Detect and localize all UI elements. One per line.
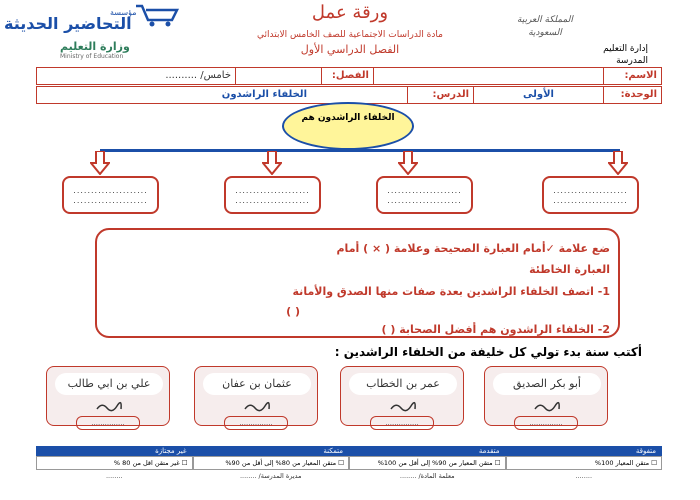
rubric-col-1 [506, 446, 663, 486]
tf-instruction-2: العبارة الخاطئة [529, 263, 610, 276]
rubric-checkbox[interactable]: ☐ متقن المعيار 100% [506, 456, 663, 470]
down-arrow-icon [262, 151, 282, 175]
rubric-checkbox[interactable]: ☐ متقن المعيار من 90% إلى أقل من 100% [349, 456, 506, 470]
calligraphy-icon [389, 400, 417, 412]
rubric-foot: ........ [575, 472, 593, 480]
tf-instruction: ضع علامة ✓أمام العبارة الصحيحة وعلامة ( × ) أمام [336, 242, 610, 255]
admin-labels [588, 43, 648, 67]
rubric-head: متمكنة [193, 446, 350, 456]
lesson-value: الخلفاء الراشدون [221, 89, 307, 100]
tf-question-2: 2- الخلفاء الراشدون هم أفضل الصحابة ( ) [381, 323, 610, 336]
concept-center: الخلفاء الراشدون هم [282, 102, 414, 150]
rubric-foot: معلمة المادة/ ........ [399, 472, 455, 480]
caliph-name: عمر بن الخطاب [349, 373, 457, 395]
page-title: ورقة عمل [311, 2, 389, 23]
down-arrow-icon [608, 151, 628, 175]
calligraphy-icon [95, 400, 123, 412]
concept-box-2[interactable]: ..................... ..................... [376, 176, 473, 214]
concept-box-4[interactable]: ..................... ..................... [62, 176, 159, 214]
caliph-answer-4[interactable]: ............... [76, 416, 140, 430]
cart-logo-icon [132, 2, 182, 28]
school-label: المدرسة [616, 56, 648, 66]
student-info-row [36, 67, 662, 85]
class-value: خامس/ .......... [165, 70, 231, 81]
rubric-head: متفوقة [506, 446, 663, 456]
concept-box-3[interactable]: ..................... ..................... [224, 176, 321, 214]
name-label: الاسم: [603, 68, 661, 84]
down-arrow-icon [398, 151, 418, 175]
class-blank[interactable] [235, 68, 321, 84]
tf-question-1: 1- اتصف الخلفاء الراشدين بعدة صفات منها الصدق والأمانة [292, 285, 610, 298]
ministry-label-en: Ministry of Education [60, 53, 124, 60]
rubric-checkbox[interactable]: ☐ غير متقن اقل من 80 % [36, 456, 193, 470]
rubric-col-4 [36, 446, 193, 486]
rubric-checkbox[interactable]: ☐ متقن المعيار من 80% إلى أقل من 90% [193, 456, 350, 470]
rubric-table [36, 446, 662, 486]
rubric-head: غير مجتازة [36, 446, 193, 456]
caliph-answer-2[interactable]: ............... [370, 416, 434, 430]
concept-box-1[interactable]: ..................... ..................... [542, 176, 639, 214]
page-subtitle: مادة الدراسات الاجتماعية للصف الخامس الابتدائي [257, 30, 443, 40]
calligraphy-icon [243, 400, 271, 412]
unit-label: الوحدة: [603, 87, 661, 103]
caliph-answer-1[interactable]: ............... [514, 416, 578, 430]
unit-value: الأولى [473, 87, 603, 103]
rubric-col-2 [349, 446, 506, 486]
term-label: الفصل الدراسي الأول [300, 43, 400, 56]
logo-subtitle: مؤسسة [110, 8, 137, 17]
caliph-name: علي بن ابي طالب [55, 373, 163, 395]
caliph-answer-3[interactable]: ............... [224, 416, 288, 430]
rubric-head: متقدمة [349, 446, 506, 456]
name-field[interactable] [373, 68, 603, 84]
rubric-col-3 [193, 446, 350, 486]
kingdom-calligraphy: المملكة العربية السعودية [517, 15, 573, 38]
caliph-name: أبو بكر الصديق [493, 373, 601, 395]
class-label: الفصل: [321, 68, 373, 84]
tf-answer-1[interactable]: ( ) [286, 305, 300, 318]
caliph-name: عثمان بن عفان [203, 373, 311, 395]
connector-line [100, 149, 620, 152]
rubric-foot: ........ [105, 472, 123, 480]
down-arrow-icon [90, 151, 110, 175]
admin-label: إدارة التعليم [603, 44, 648, 54]
calligraphy-icon [533, 400, 561, 412]
caliphs-question: أكتب سنة بدء تولي كل خليفة من الخلفاء الراشدين : [334, 345, 642, 359]
ministry-label: وزارة التعليم [60, 40, 130, 53]
logo-title: التحاضير الحديثة [4, 14, 132, 33]
rubric-foot: مديرة المدرسة/ ........ [239, 472, 302, 480]
lesson-label: الدرس: [407, 87, 473, 103]
